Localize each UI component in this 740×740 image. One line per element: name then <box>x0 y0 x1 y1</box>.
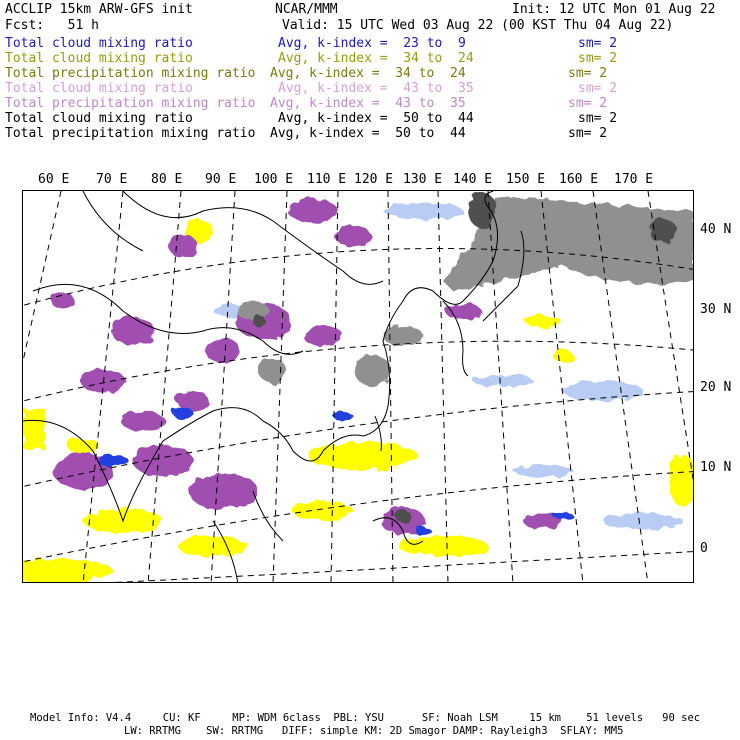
field-1-name: Total cloud mixing ratio <box>5 36 193 51</box>
field-4-name: Total cloud mixing ratio <box>5 81 193 96</box>
lon-label: 90 E <box>205 172 237 187</box>
init-time: Init: 12 UTC Mon 01 Aug 22 <box>512 2 716 17</box>
field-4-sm: sm= 2 <box>578 81 618 96</box>
lat-label: 20 N <box>700 380 732 395</box>
model-info-line-1: Model Info: V4.4 CU: KF MP: WDM 6class PBL: YSU SF: Noah LSM 15 km 51 levels 90 sec <box>30 712 701 724</box>
field-7-range: Avg, k-index = 50 to 44 <box>270 126 466 141</box>
lat-label: 0 <box>700 541 708 556</box>
lon-label: 120 E <box>354 172 394 187</box>
field-3-sm: sm= 2 <box>568 66 608 81</box>
lat-label: 10 N <box>700 460 732 475</box>
field-2-range: Avg, k-index = 34 to 24 <box>278 51 474 66</box>
lon-label: 150 E <box>506 172 546 187</box>
map-canvas <box>23 191 694 583</box>
lon-label: 100 E <box>254 172 294 187</box>
organization-label: NCAR/MMM <box>275 2 338 17</box>
lon-label: 170 E <box>614 172 654 187</box>
field-5-range: Avg, k-index = 43 to 35 <box>270 96 466 111</box>
field-4-range: Avg, k-index = 43 to 35 <box>278 81 474 96</box>
map-panel <box>22 190 694 583</box>
field-1-sm: sm= 2 <box>578 36 618 51</box>
forecast-hour: Fcst: 51 h <box>5 18 99 33</box>
gray-field <box>237 196 694 387</box>
field-6-sm: sm= 2 <box>578 111 618 126</box>
lon-label: 140 E <box>453 172 493 187</box>
lon-label: 160 E <box>559 172 599 187</box>
field-6-range: Avg, k-index = 50 to 44 <box>278 111 474 126</box>
lon-label: 110 E <box>307 172 347 187</box>
field-2-sm: sm= 2 <box>578 51 618 66</box>
field-7-sm: sm= 2 <box>568 126 608 141</box>
field-shading <box>23 193 694 583</box>
field-3-range: Avg, k-index = 34 to 24 <box>270 66 466 81</box>
lon-label: 70 E <box>96 172 128 187</box>
lat-label: 30 N <box>700 302 732 317</box>
lon-label: 60 E <box>38 172 70 187</box>
model-info-line-2: LW: RRTMG SW: RRTMG DIFF: simple KM: 2D Smagor DAMP: Rayleigh3 SFLAY: MM5 <box>124 725 624 737</box>
field-1-range: Avg, k-index = 23 to 9 <box>278 36 466 51</box>
map-title: ACCLIP 15km ARW-GFS init <box>5 2 193 17</box>
lat-label: 40 N <box>700 222 732 237</box>
field-6-name: Total cloud mixing ratio <box>5 111 193 126</box>
field-5-name: Total precipitation mixing ratio <box>5 96 256 111</box>
field-7-name: Total precipitation mixing ratio <box>5 126 256 141</box>
lon-label: 130 E <box>403 172 443 187</box>
field-3-name: Total precipitation mixing ratio <box>5 66 256 81</box>
lon-label: 80 E <box>151 172 183 187</box>
valid-time: Valid: 15 UTC Wed 03 Aug 22 (00 KST Thu 04 Aug 22) <box>282 18 674 33</box>
field-2-name: Total cloud mixing ratio <box>5 51 193 66</box>
field-5-sm: sm= 2 <box>568 96 608 111</box>
